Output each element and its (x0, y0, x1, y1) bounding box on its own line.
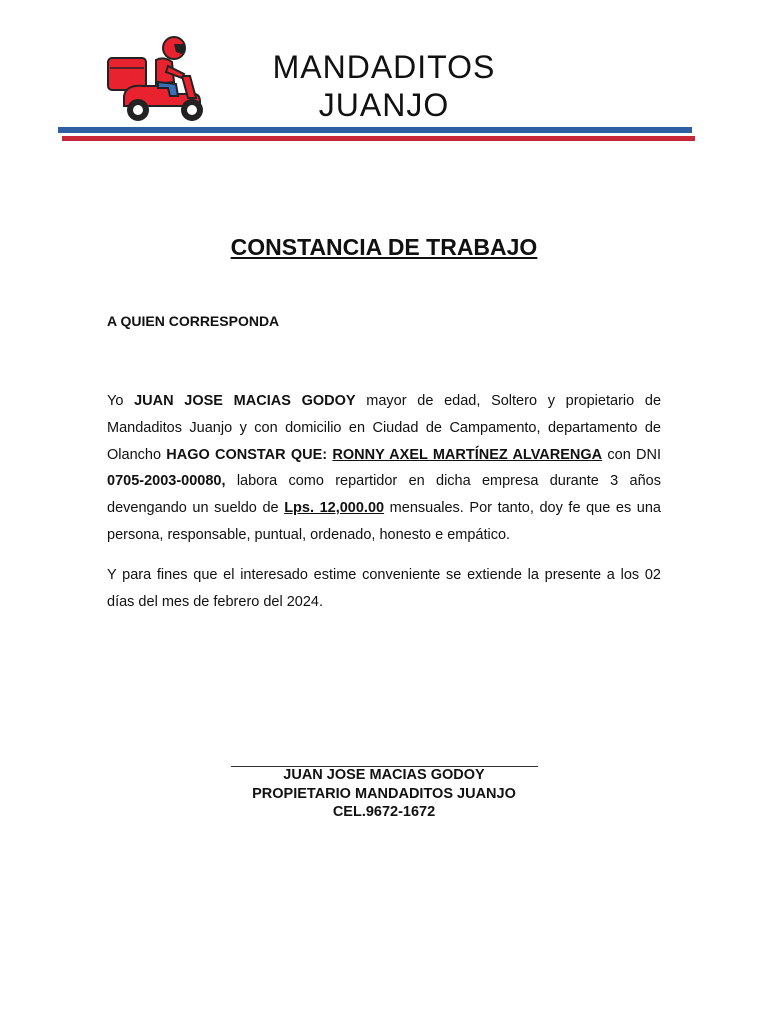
company-name-line1: MANDADITOS (272, 49, 496, 85)
certify-statement: HAGO CONSTAR QUE: (166, 446, 328, 463)
p1-text-4: con DNI (602, 446, 661, 463)
owner-name: JUAN JOSE MACIAS GODOY (134, 393, 356, 409)
p1-text-6: mensuales. Por tanto, doy fe que es una persona, responsable, puntual, ordenado, honesto e empático. (107, 500, 661, 543)
signature-title: PROPIETARIO MANDADITOS JUANJO (252, 786, 516, 802)
signature-phone: CEL.9672-1672 (332, 804, 436, 820)
p1-text-2: mayor de edad, Soltero y propietario de Mandaditos Juanjo y con domicilio en Ciudad de Campamento, departamento de Olancho (107, 393, 662, 463)
body-paragraph-1 (107, 388, 661, 549)
salutation: A QUIEN CORRESPONDA (107, 313, 280, 329)
body-paragraph-2: Y para fines que el interesado estime conveniente se extiende la presente a los 02 días del mes de febrero del 2024. (107, 567, 661, 610)
header-rule-blue (58, 127, 692, 133)
header-rule-red (62, 136, 695, 141)
salary-amount: Lps. 12,000.00 (284, 500, 385, 517)
company-name-line2: JUANJO (318, 87, 450, 123)
company-name (230, 48, 538, 124)
employee-name: RONNY AXEL MARTÍNEZ ALVARENGA (332, 446, 603, 463)
employee-dni: 0705-2003-00080, (107, 473, 226, 490)
document-title: CONSTANCIA DE TRABAJO (230, 234, 538, 260)
signature-name: JUAN JOSE MACIAS GODOY (283, 767, 485, 783)
p1-text-5: labora como repartidor en dicha empresa durante 3 años devengando un sueldo de (107, 473, 661, 517)
p1-text-1: Yo (107, 393, 135, 409)
delivery-scooter-rider-icon (104, 36, 208, 126)
